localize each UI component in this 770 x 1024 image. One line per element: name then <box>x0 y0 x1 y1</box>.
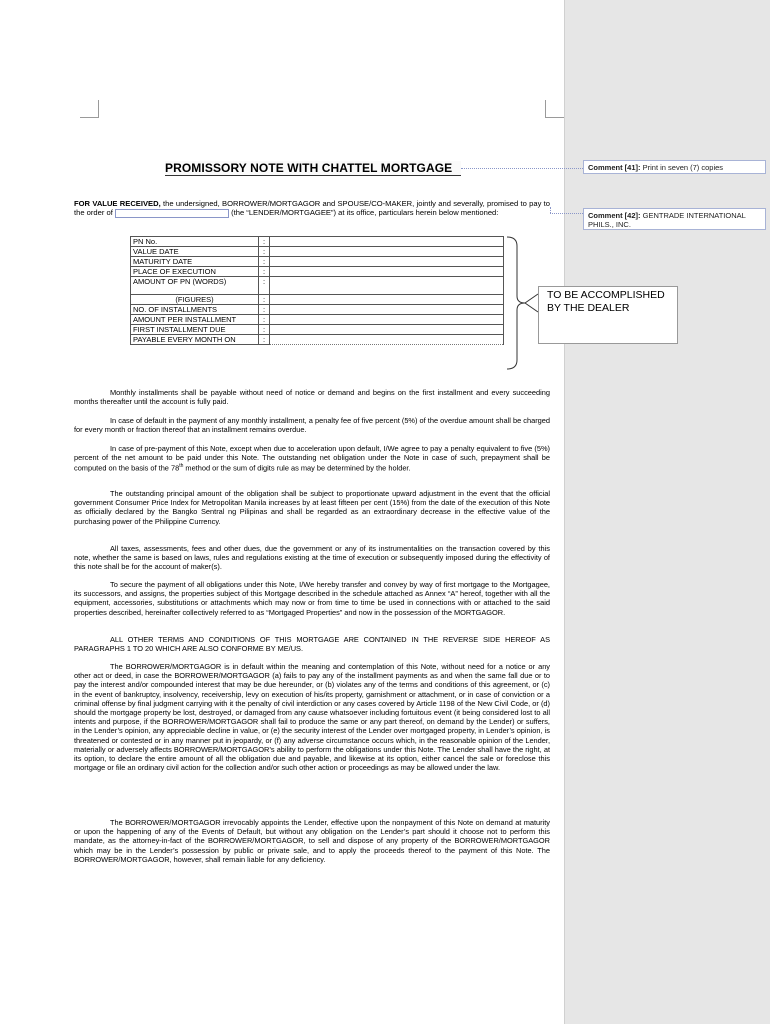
paragraph-other-terms: ALL OTHER TERMS AND CONDITIONS OF THIS MORTGAGE ARE CONTAINED IN THE REVERSE SIDE HEREOF AS PARAGRAPHS 1 TO 20 WHICH ARE ALSO CONFORME BY ME/US. <box>74 635 550 654</box>
comment-label: Comment [42]: <box>588 211 641 220</box>
pn-value-field[interactable] <box>270 267 504 277</box>
dealer-note-callout: TO BE ACCOMPLISHED BY THE DEALER <box>538 286 678 344</box>
pn-label: PAYABLE EVERY MONTH ON <box>131 335 259 345</box>
table-row <box>131 335 504 345</box>
paragraph-adjustment: The outstanding principal amount of the obligation shall be subject to proportionate upward adjustment in the event that the official government Consumer Price Index for Metropolitan Manila increases by at least fifteen per cent (15%) from the date of the execution of this Note as officially declared by the Bangko Sentral ng Pilipinas and shall be regarded as an extraordinary decrease in the effective value of the purchasing power of the Philippine Currency. <box>74 489 550 526</box>
intro-paragraph <box>74 199 550 218</box>
colon: : <box>259 257 270 267</box>
colon: : <box>259 295 270 305</box>
paragraph-prepayment <box>74 444 550 473</box>
document-title: PROMISSORY NOTE WITH CHATTEL MORTGAGE <box>165 161 461 176</box>
pn-value-field[interactable] <box>270 335 504 345</box>
crop-mark <box>80 117 98 118</box>
crop-mark <box>546 117 564 118</box>
comment-label: Comment [41]: <box>588 163 641 172</box>
pn-label: PLACE OF EXECUTION <box>131 267 259 277</box>
colon: : <box>259 305 270 315</box>
paragraph-attorney-in-fact: The BORROWER/MORTGAGOR irrevocably appoints the Lender, effective upon the nonpayment of this Note on demand at maturity or upon the happening of any of the Events of Default, but without any obligation on the Lender’s part should it choose not to perform this mandate, as the attorney-in-fact of the BORROWER/MORTGAGOR, to sell and dispose of any property of the BORROWER/MORTGAGOR which may be in the Lender’s possession by public or private sale, and to apply the proceeds thereof to the payment of this Note. The BORROWER/MORTGAGOR, however, shall remain liable for any deficiency. <box>74 818 550 864</box>
pn-value-field[interactable] <box>270 277 504 295</box>
intro-text-1: the undersigned, BORROWER/MORTGAGOR and SPOUSE/CO-MAKER, jointly and severally, promised to pay to the order of <box>74 199 550 218</box>
pn-label: MATURITY DATE <box>131 257 259 267</box>
table-row <box>131 277 504 295</box>
colon: : <box>259 237 270 247</box>
pn-value-field[interactable] <box>270 325 504 335</box>
prepayment-text-1: In case of pre-payment of this Note, except when due to acceleration upon default, I/We agree to pay a penalty equivalent to five (5%) percent of the net amount to be paid under this Note. The outstanding net obligation under the Note in case of such, prepayment shall be computed on the basis of the 78 <box>74 444 550 473</box>
pn-label: PN No. <box>131 237 259 247</box>
pn-value-field[interactable] <box>270 247 504 257</box>
intro-text-2: (the “LENDER/MORTGAGEE”) at its office, particulars herein below mentioned: <box>231 208 499 218</box>
prepayment-text-2: method or the sum of digits rule as may be determined by the holder. <box>183 463 411 473</box>
colon: : <box>259 267 270 277</box>
comment-42[interactable] <box>583 208 766 230</box>
table-row <box>131 305 504 315</box>
colon: : <box>259 325 270 335</box>
pn-label: AMOUNT PER INSTALLMENT <box>131 315 259 325</box>
intro-lead: FOR VALUE RECEIVED, <box>74 199 161 208</box>
lender-name-field[interactable] <box>115 209 229 218</box>
table-row <box>131 257 504 267</box>
comment-margin-pane <box>564 0 770 1024</box>
table-row <box>131 247 504 257</box>
colon: : <box>259 315 270 325</box>
colon: : <box>259 277 270 295</box>
paragraph-penalty: In case of default in the payment of any monthly installment, a penalty fee of five percent (5%) of the overdue amount shall be charged for every month or fraction thereof that an installment remains overdue. <box>74 416 550 435</box>
paragraph-taxes: All taxes, assessments, fees and other dues, due the government or any of its instrumentalities on the transaction covered by this note, whether the same is based on laws, rules and regulations existing at the time of execution or subsequently imposed during the effectivity of this note shall be for the account of maker(s). <box>74 544 550 572</box>
pn-value-field[interactable] <box>270 237 504 247</box>
pn-label: VALUE DATE <box>131 247 259 257</box>
pn-label: FIRST INSTALLMENT DUE <box>131 325 259 335</box>
paragraph-default: The BORROWER/MORTGAGOR is in default within the meaning and contemplation of this Note, without need for a notice or any other act or deed, in case the BORROWER/MORTGAGOR (a) fails to pay any of the installment payments as and when the same fall due or to pay the interest and/or compounded interest that may be due hereunder, or (b) violates any of the terms and conditions of this agreement, or (c) in the event of bankruptcy, insolvency, receivership, levy on execution of his/its property, garnishment or attachment, or in case of conviction or a criminal offense by final judgment carrying with it the penalty of civil interdiction or any cases covered by Article 1198 of the New Civil Code, or (d) should the mortgage property be lost, destroyed, or damaged from any cause whatsoever including fortuitous event (it being considered lost to all intents and purpose, if the BORROWER/MORTGAGOR shall fail to produce the same or any part thereof, on demand by the Lender) or suffers, in the Lender’s opinion, any appreciable decline in value, or (e) the security interest of the Lender over mortgaged property, in Lender’s opinion, is threatened or contested or in any manner put in jeopardy, or (f) any adverse circumstance occurs which, in the reasonable opinion of the Lender, materially or adversely affects BORROWER/MORTGAGOR’s ability to perform the obligations under this Note. The Lender shall have the right, at its option, to declare the entire amount of all the obligation due and payable, and likewise at its option, either cancel the sale or foreclose this mortgage or file an ordinary civil action for the collection and/or such other action or proceedings as may be allowed under the law. <box>74 662 550 773</box>
colon: : <box>259 247 270 257</box>
table-row <box>131 295 504 305</box>
pn-label: (FIGURES) <box>131 295 259 305</box>
comment-text: GENTRADE INTERNATIONAL PHILS., INC. <box>588 211 746 229</box>
right-brace-icon <box>505 236 539 370</box>
pn-value-field[interactable] <box>270 315 504 325</box>
comment-text: Print in seven (7) copies <box>642 163 724 172</box>
paragraph-monthly-installments: Monthly installments shall be payable without need of notice or demand and begins on the first installment and every succeeding months thereafter until the account is fully paid. <box>74 388 550 407</box>
comment-41[interactable] <box>583 160 766 174</box>
comment-leader-line <box>550 213 583 214</box>
table-row <box>131 267 504 277</box>
colon: : <box>259 335 270 345</box>
pn-value-field[interactable] <box>270 257 504 267</box>
paragraph-security: To secure the payment of all obligations under this Note, I/We hereby transfer and convey by way of first mortgage to the Mortgagee, its successors, and assigns, the properties subject of this Mortgage described in the schedule attached as Annex “A” hereof, together with all the equipment, accessories, substitutions or attachments which may now or from time to time be used in connections with or attached to the said properties described, hereinafter collectively referred to as “Mortgaged Properties” and now in the possession of the MORTGAGOR. <box>74 580 550 617</box>
pn-value-field[interactable] <box>270 305 504 315</box>
table-row <box>131 315 504 325</box>
comment-leader-line <box>461 168 583 169</box>
pn-label: NO. OF INSTALLMENTS <box>131 305 259 315</box>
table-row <box>131 325 504 335</box>
prepayment-superscript: th <box>179 463 184 470</box>
pn-value-field[interactable] <box>270 295 504 305</box>
pn-details-table <box>130 236 504 345</box>
table-row <box>131 237 504 247</box>
crop-mark <box>545 100 546 118</box>
comment-leader-line <box>550 207 551 213</box>
crop-mark <box>98 100 99 118</box>
pn-label: AMOUNT OF PN (WORDS) <box>131 277 259 295</box>
